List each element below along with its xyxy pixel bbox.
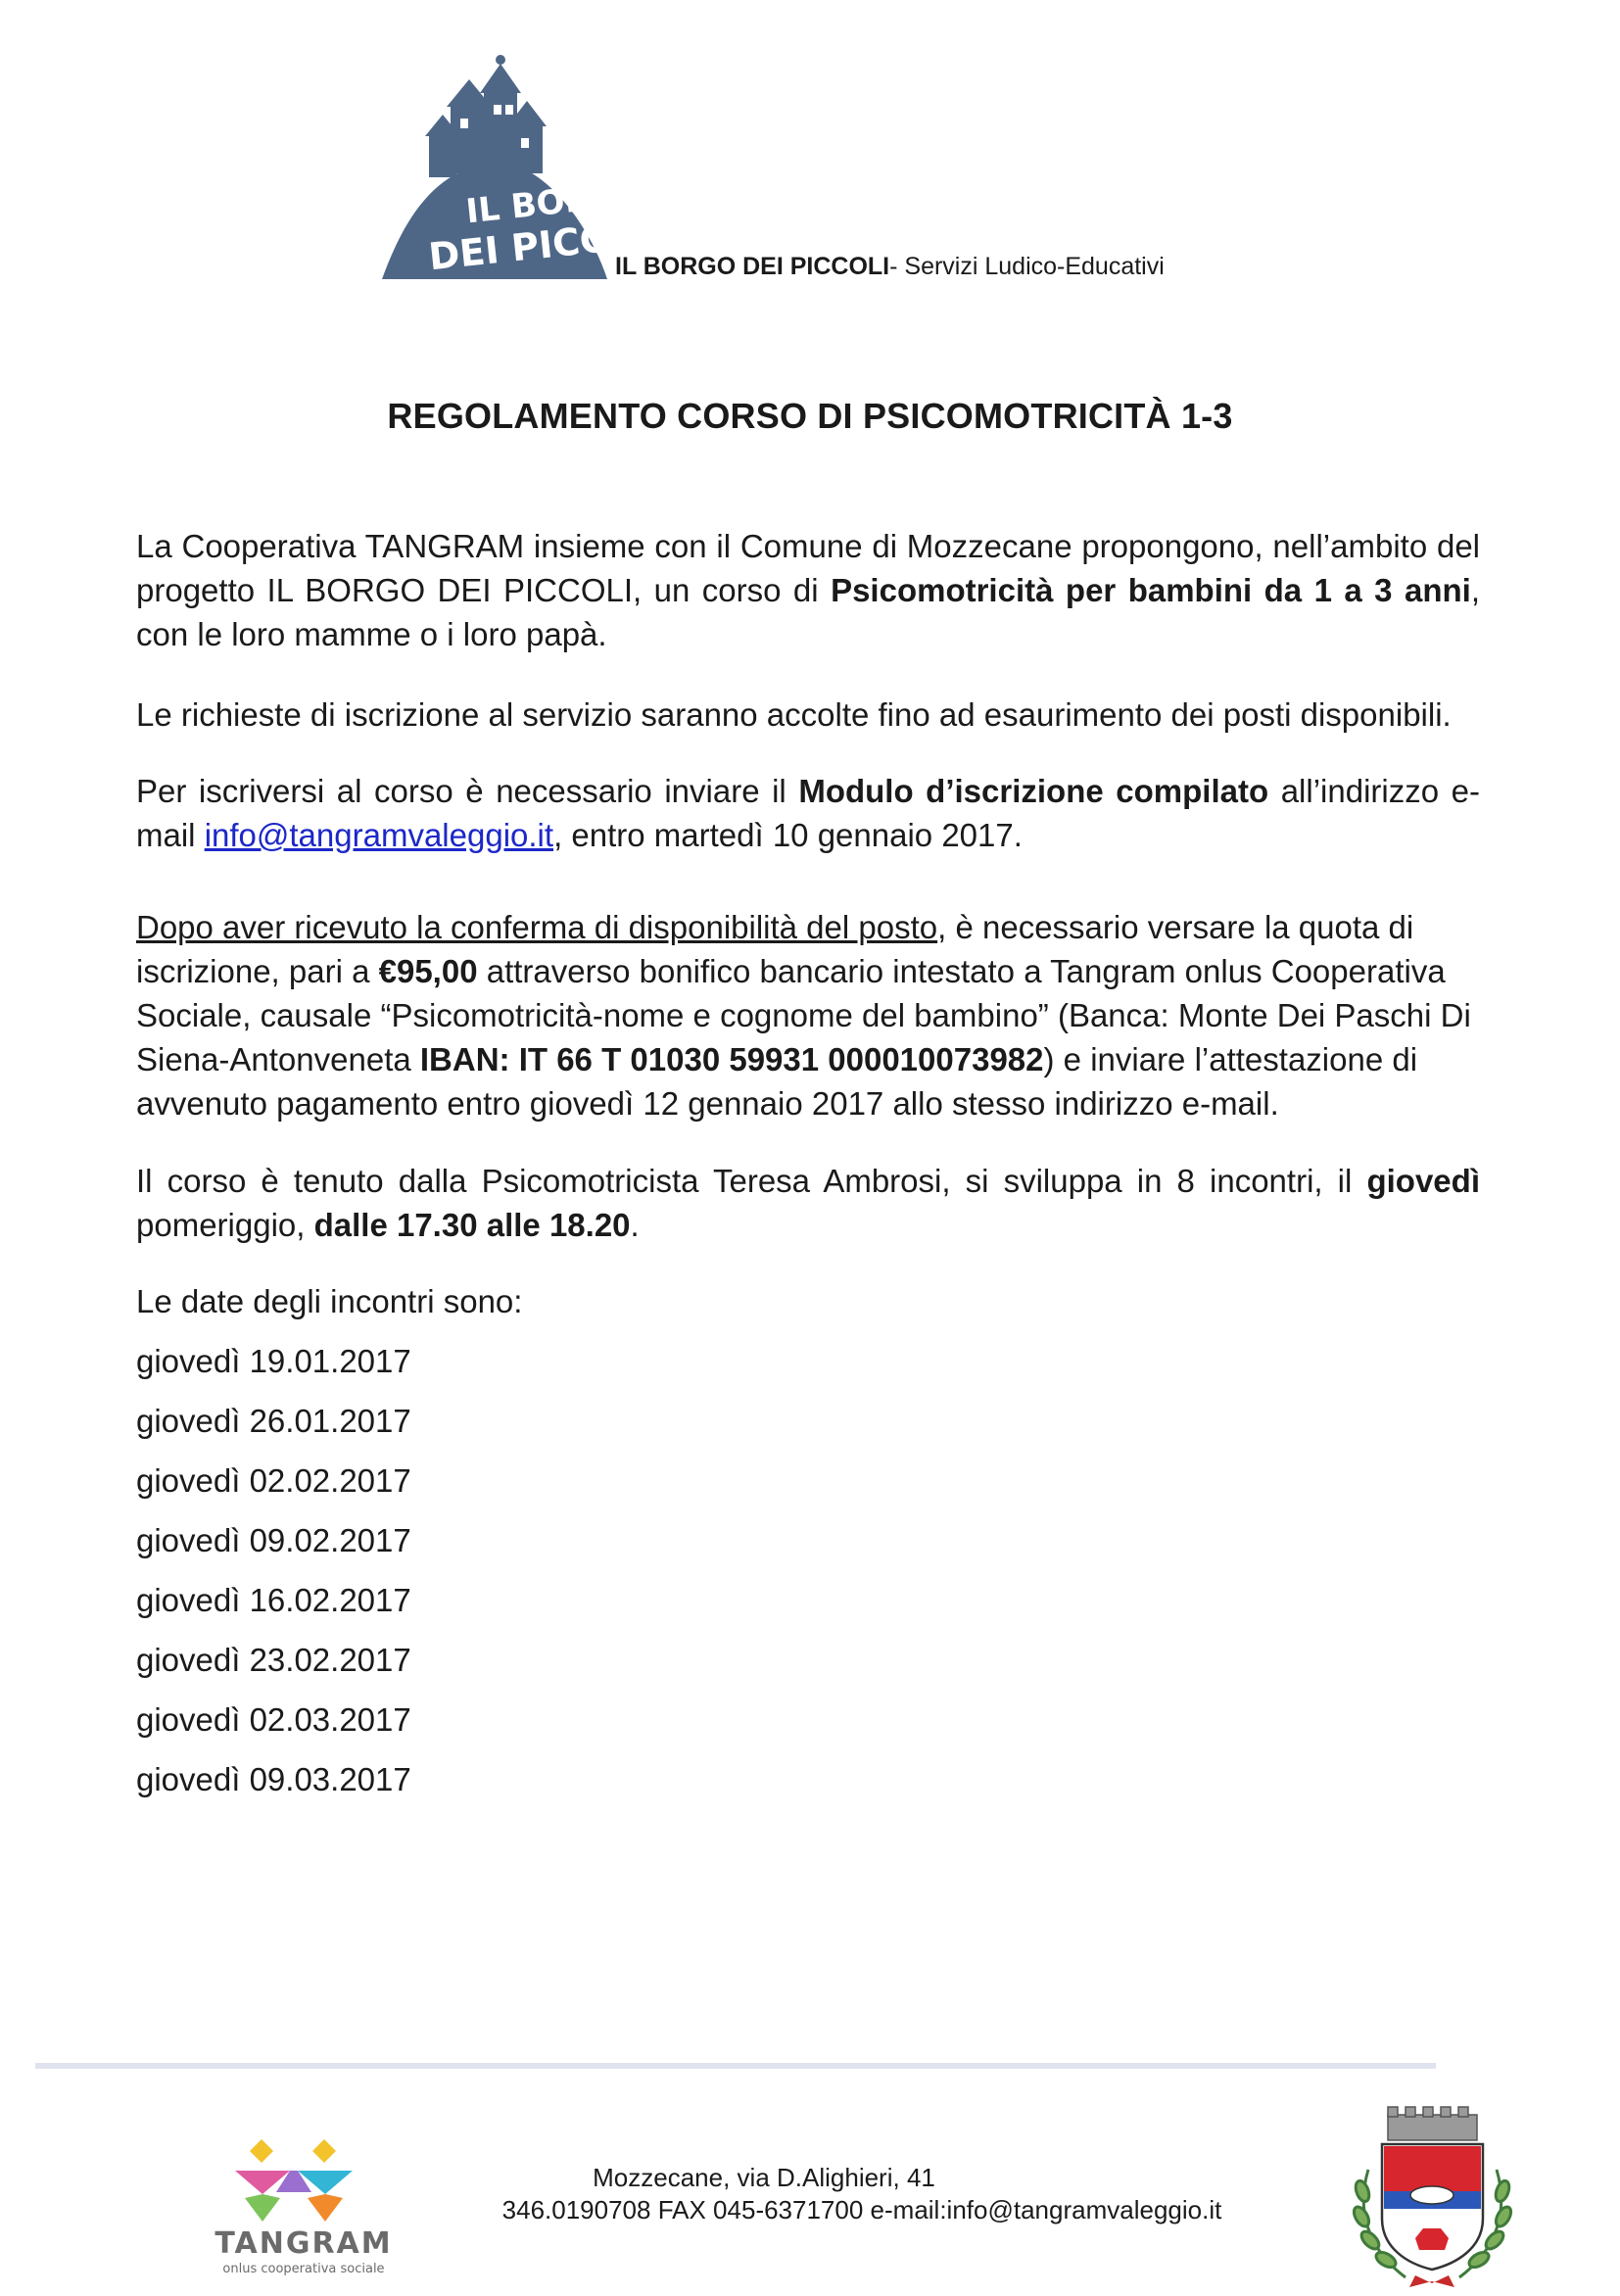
- tangram-name: TANGRAM: [214, 2226, 393, 2261]
- header-org-line: [615, 253, 1165, 281]
- date-item: giovedì 02.03.2017: [136, 1701, 411, 1738]
- page-title: REGOLAMENTO CORSO DI PSICOMOTRICITÀ 1-3: [387, 396, 1233, 436]
- date-item: giovedì 09.03.2017: [136, 1761, 411, 1797]
- intro-paragraph: [136, 524, 1480, 656]
- intro-text: La Cooperativa TANGRAM insieme con il Comune di Mozzecane propongono, nell’ambito del progetto IL BORGO DEI PICCOLI, un corso di: [136, 528, 1480, 608]
- municipal-crest-icon: [1347, 2101, 1518, 2291]
- date-item: giovedì 23.02.2017: [136, 1642, 411, 1678]
- footer-contacts: 346.0190708 FAX 045-6371700 e-mail:info@tangramvaleggio.it: [501, 2195, 1222, 2224]
- footer-divider: [35, 2063, 1436, 2069]
- payment-paragraph: [136, 905, 1480, 1125]
- payment-text-2: attraverso bonifico bancario intestato a Tangram onlus Cooperativa Sociale, causale “Psicomotricità-nome e cognome del bambino” (Banca: Monte Dei Paschi Di Siena-Antonveneta: [136, 953, 1471, 1077]
- payment-iban: IBAN: IT 66 T 01030 59931 000010073982: [419, 1041, 1044, 1077]
- payment-text-1: , è necessario versare la quota di iscrizione, pari a: [136, 909, 1414, 989]
- payment-underlined: Dopo aver ricevuto la conferma di disponibilità del posto: [136, 909, 938, 945]
- date-item: giovedì 02.02.2017: [136, 1462, 411, 1499]
- date-item: giovedì 09.02.2017: [136, 1522, 411, 1558]
- schedule-text-3: .: [630, 1207, 640, 1243]
- enrollment-text-end: , entro martedì 10 gennaio 2017.: [553, 817, 1023, 853]
- svg-text:DEI PICCOLI: DEI PICCOLI: [426, 210, 607, 279]
- tangram-tagline: onlus cooperativa sociale: [222, 2262, 385, 2276]
- borgo-dei-piccoli-logo-icon: [382, 54, 607, 279]
- footer-address: Mozzecane, via D.Alighieri, 41: [593, 2163, 935, 2192]
- schedule-day: giovedì: [1366, 1163, 1480, 1199]
- intro-text-end: , con le loro mamme o i loro papà.: [136, 572, 1480, 652]
- availability-paragraph: Le richieste di iscrizione al servizio saranno accolte fino ad esaurimento dei posti disponibili.: [136, 696, 1452, 733]
- org-name: IL BORGO DEI PICCOLI: [615, 253, 890, 280]
- date-item: giovedì 26.01.2017: [136, 1403, 411, 1439]
- enrollment-bold: Modulo d’iscrizione compilato: [798, 773, 1269, 809]
- schedule-text-1: Il corso è tenuto dalla Psicomotricista Teresa Ambrosi, si sviluppa in 8 incontri, il: [136, 1163, 1367, 1199]
- date-item: giovedì 19.01.2017: [136, 1343, 411, 1379]
- enrollment-text-mid: all’indirizzo e-mail: [136, 773, 1480, 853]
- payment-amount: €95,00: [378, 953, 478, 989]
- schedule-text-2: pomeriggio,: [136, 1207, 314, 1243]
- schedule-paragraph: [136, 1159, 1480, 1247]
- enrollment-text: Per iscriversi al corso è necessario inviare il: [136, 773, 799, 809]
- enrollment-paragraph: [136, 769, 1480, 857]
- schedule-time: dalle 17.30 alle 18.20: [313, 1207, 631, 1243]
- org-subtitle: - Servizi Ludico-Educativi: [889, 253, 1165, 280]
- dates-intro: Le date degli incontri sono:: [136, 1283, 523, 1319]
- payment-text-3: ) e inviare l’attestazione di avvenuto pagamento entro giovedì 12 gennaio 2017 allo stesso indirizzo e-mail.: [136, 1041, 1418, 1122]
- date-item: giovedì 16.02.2017: [136, 1582, 411, 1618]
- intro-bold: Psicomotricità per bambini da 1 a 3 anni: [831, 572, 1471, 608]
- svg-text:IL BORGO: IL BORGO: [463, 173, 607, 232]
- tangram-logo-icon: [196, 2133, 411, 2280]
- email-link[interactable]: info@tangramvaleggio.it: [204, 817, 554, 853]
